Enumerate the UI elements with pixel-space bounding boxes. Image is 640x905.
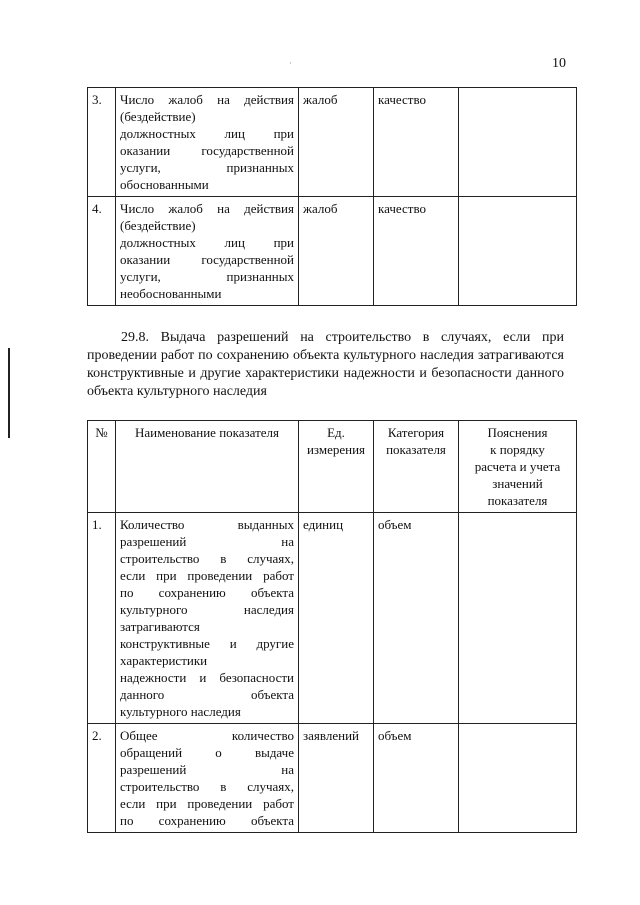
indicator-name bbox=[116, 513, 299, 724]
header-line: показателя bbox=[386, 442, 446, 457]
name-line: характеристики bbox=[120, 653, 208, 668]
name-line: по сохранению объекта bbox=[120, 813, 294, 828]
name-line: (бездействие) bbox=[120, 218, 196, 233]
header-line: расчета и учета bbox=[474, 459, 561, 474]
header-line: Категория bbox=[387, 425, 445, 440]
name-line: необоснованными bbox=[120, 286, 222, 301]
scan-speck: · bbox=[289, 58, 292, 68]
row-number: 3. bbox=[88, 88, 116, 197]
name-line: Общее количество bbox=[120, 728, 294, 743]
margin-mark bbox=[8, 348, 10, 438]
name-line: строительство в случаях, bbox=[120, 779, 294, 794]
indicator-name bbox=[116, 197, 299, 306]
table-row bbox=[88, 197, 577, 306]
table-row bbox=[88, 88, 577, 197]
indicator-name bbox=[116, 724, 299, 833]
indicators-table bbox=[87, 420, 577, 833]
name-line: должностных лиц при bbox=[120, 126, 294, 141]
name-line: Число жалоб на действия bbox=[120, 201, 294, 216]
name-line: данного объекта bbox=[120, 687, 294, 702]
unit-cell: жалоб bbox=[299, 197, 374, 306]
header-unit bbox=[299, 421, 374, 513]
category-cell: качество bbox=[374, 88, 459, 197]
indicators-table-continued bbox=[87, 87, 577, 306]
name-line: затрагиваются bbox=[120, 619, 200, 634]
name-line: надежности и безопасности bbox=[120, 670, 294, 685]
name-line: оказании государственной bbox=[120, 252, 294, 267]
name-line: если при проведении работ bbox=[120, 568, 294, 583]
header-line: Ед. bbox=[327, 425, 345, 440]
indicator-name bbox=[116, 88, 299, 197]
page-number: 10 bbox=[552, 56, 566, 71]
unit-cell: единиц bbox=[299, 513, 374, 724]
name-line: конструктивные и другие bbox=[120, 636, 294, 651]
header-category bbox=[374, 421, 459, 513]
name-line: культурного наследия bbox=[120, 704, 241, 719]
name-line: должностных лиц при bbox=[120, 235, 294, 250]
unit-cell: жалоб bbox=[299, 88, 374, 197]
name-line: разрешений на bbox=[120, 762, 294, 777]
row-number: 2. bbox=[88, 724, 116, 833]
name-line: культурного наследия bbox=[120, 602, 294, 617]
section-paragraph: 29.8. Выдача разрешений на строительство в случаях, если при проведении работ по сохранению объекта культурного наследия затрагиваются конструктивные и другие характеристики надежности и безопасности данного объекта культурного наследия bbox=[87, 330, 564, 399]
notes-cell bbox=[459, 197, 577, 306]
name-line: услуги, признанных bbox=[120, 269, 294, 284]
name-line: строительство в случаях, bbox=[120, 551, 294, 566]
name-line: (бездействие) bbox=[120, 109, 196, 124]
notes-cell bbox=[459, 88, 577, 197]
notes-cell bbox=[459, 724, 577, 833]
table-row bbox=[88, 724, 577, 833]
category-cell: объем bbox=[374, 724, 459, 833]
header-line: значений bbox=[492, 476, 543, 491]
header-line: показателя bbox=[487, 493, 548, 508]
header-line: измерения bbox=[306, 442, 366, 457]
header-line: к порядку bbox=[490, 442, 545, 457]
row-number: 4. bbox=[88, 197, 116, 306]
header-notes bbox=[459, 421, 577, 513]
name-line: услуги, признанных bbox=[120, 160, 294, 175]
name-line: разрешений на bbox=[120, 534, 294, 549]
name-line: Число жалоб на действия bbox=[120, 92, 294, 107]
name-line: оказании государственной bbox=[120, 143, 294, 158]
category-cell: объем bbox=[374, 513, 459, 724]
header-number: № bbox=[88, 421, 116, 513]
table-header-row bbox=[88, 421, 577, 513]
name-line: Количество выданных bbox=[120, 517, 294, 532]
name-line: если при проведении работ bbox=[120, 796, 294, 811]
row-number: 1. bbox=[88, 513, 116, 724]
table-row bbox=[88, 513, 577, 724]
notes-cell bbox=[459, 513, 577, 724]
header-line: Пояснения bbox=[487, 425, 548, 440]
category-cell: качество bbox=[374, 197, 459, 306]
header-name: Наименование показателя bbox=[116, 421, 299, 513]
name-line: по сохранению объекта bbox=[120, 585, 294, 600]
name-line: обращений о выдаче bbox=[120, 745, 294, 760]
name-line: обоснованными bbox=[120, 177, 209, 192]
unit-cell: заявлений bbox=[299, 724, 374, 833]
